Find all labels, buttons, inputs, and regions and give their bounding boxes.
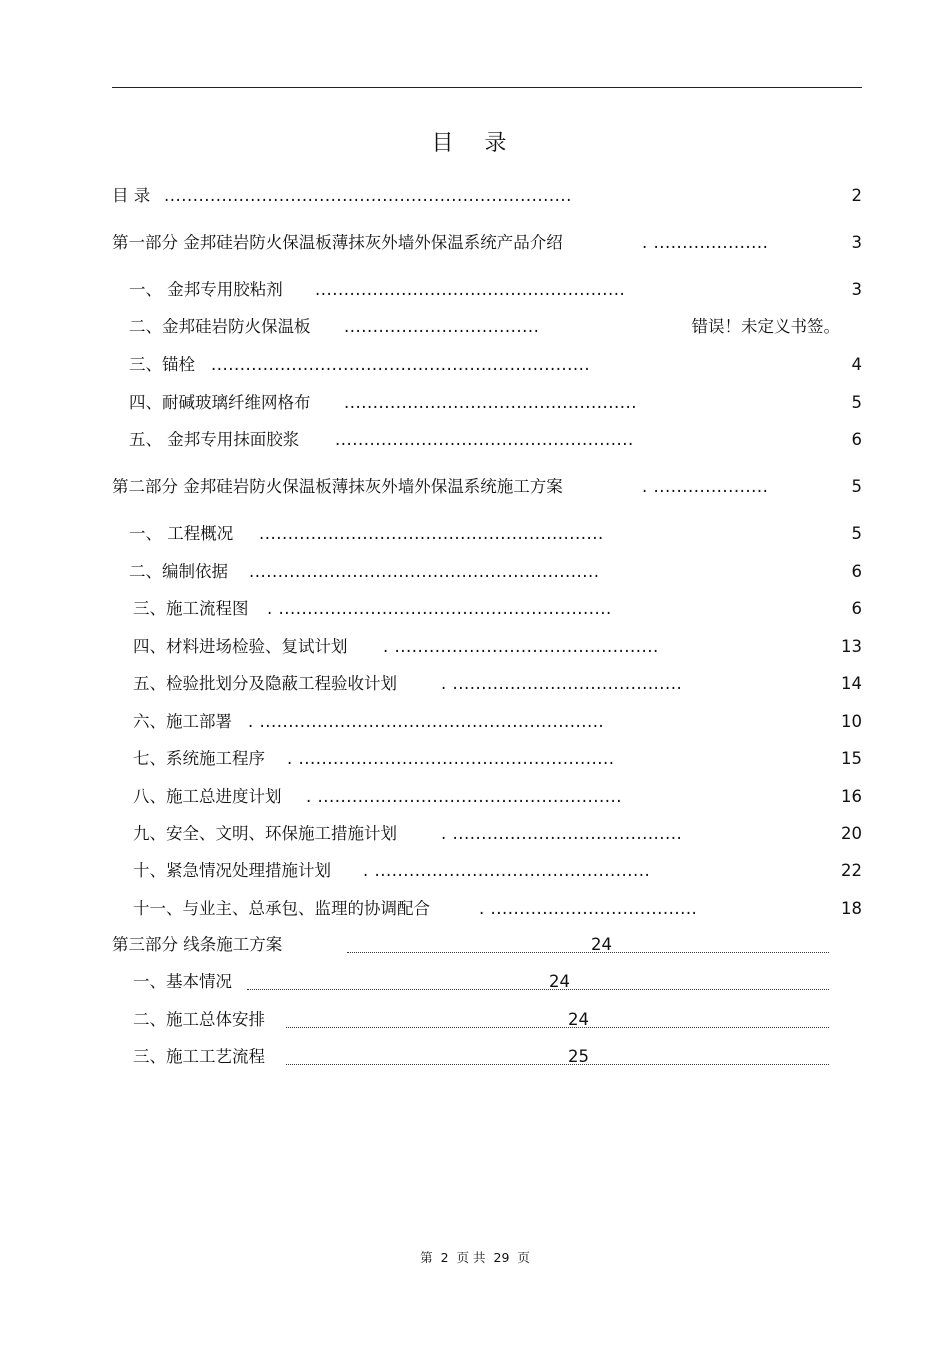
toc-entry-part1[interactable] [112, 231, 862, 255]
toc-entry-label: 四、耐碱玻璃纤维网格布 [129, 393, 311, 412]
toc-entry-2-1[interactable] [129, 522, 862, 546]
toc-entry-label: 六、施工部署 [133, 712, 232, 731]
toc-entry-2-7[interactable] [133, 747, 862, 771]
dot-leader [247, 989, 829, 990]
footer-mid: 页 共 [456, 1250, 486, 1265]
toc-entry-2-8[interactable] [133, 785, 862, 809]
toc-page-number: 6 [851, 430, 862, 449]
dot-leader: . ........................................ [441, 824, 683, 843]
toc-entry-2-3[interactable] [133, 597, 862, 621]
toc-entry-label: 一、 金邦专用胶粘剂 [129, 280, 283, 299]
toc-page-number: 10 [841, 712, 862, 731]
toc-page-number: 20 [841, 824, 862, 843]
toc-entry-label: 三、锚栓 [129, 355, 195, 374]
toc-entry-label: 一、基本情况 [133, 972, 232, 991]
footer-total: 29 [493, 1250, 510, 1265]
dot-leader [286, 1027, 829, 1028]
toc-entry-part2[interactable] [112, 475, 862, 499]
toc-entry-1-2[interactable] [129, 315, 840, 339]
toc-entry-2-10[interactable] [133, 859, 862, 883]
dot-leader: ............................................................. [249, 562, 600, 581]
toc-page-number: 25 [568, 1047, 589, 1066]
toc-page-number: 18 [841, 899, 862, 918]
dot-leader: ...................................................... [315, 280, 626, 299]
dot-leader: . ........................................ [441, 674, 683, 693]
toc-entry-label: 七、系统施工程序 [133, 749, 265, 768]
toc-entry-label: 八、施工总进度计划 [133, 787, 282, 806]
toc-entry-contents[interactable] [112, 184, 862, 208]
dot-leader: . ..................................................... [306, 787, 622, 806]
toc-entry-label: 目 录 [112, 186, 151, 205]
toc-entry-label: 二、金邦硅岩防火保温板 [129, 317, 311, 336]
toc-page-number: 24 [568, 1010, 589, 1029]
toc-entry-2-4[interactable] [133, 635, 862, 659]
toc-page-number: 24 [591, 935, 612, 954]
header-rule [112, 87, 862, 88]
toc-entry-3-1[interactable] [133, 970, 832, 994]
toc-page-number: 错误！未定义书签。 [691, 317, 840, 336]
dot-leader [347, 952, 829, 953]
footer-page: 2 [440, 1250, 449, 1265]
toc-entry-1-1[interactable] [129, 278, 862, 302]
toc-page-number: 14 [841, 674, 862, 693]
toc-entry-1-3[interactable] [129, 353, 862, 377]
toc-entry-2-5[interactable] [133, 672, 862, 696]
toc-entry-label: 第一部分 金邦硅岩防火保温板薄抹灰外墙外保温系统产品介绍 [112, 233, 563, 252]
toc-entry-2-2[interactable] [129, 560, 862, 584]
toc-entry-label: 第三部分 线条施工方案 [112, 935, 283, 954]
toc-page-number: 4 [851, 355, 862, 374]
toc-entry-2-6[interactable] [133, 710, 862, 734]
dot-leader: . .......................................................... [267, 599, 612, 618]
toc-entry-2-9[interactable] [133, 822, 862, 846]
toc-entry-label: 三、施工流程图 [133, 599, 249, 618]
dot-leader: . .................... [642, 233, 769, 252]
toc-page-number: 6 [851, 562, 862, 581]
toc-entry-part3[interactable] [112, 933, 832, 957]
toc-entry-3-2[interactable] [133, 1008, 832, 1032]
dot-leader: . .............................................. [383, 637, 659, 656]
toc-entry-2-11[interactable] [133, 897, 862, 921]
toc-page-number: 5 [851, 393, 862, 412]
toc-entry-label: 第二部分 金邦硅岩防火保温板薄抹灰外墙外保温系统施工方案 [112, 477, 563, 496]
dot-leader: ....................................................................... [164, 186, 572, 205]
toc-page-number: 6 [851, 599, 862, 618]
toc-entry-1-4[interactable] [129, 391, 862, 415]
toc-page-number: 5 [851, 477, 862, 496]
toc-entry-label: 十、紧急情况处理措施计划 [133, 861, 331, 880]
toc-page-number: 5 [851, 524, 862, 543]
toc-entry-label: 三、施工工艺流程 [133, 1047, 265, 1066]
toc-entry-label: 九、安全、文明、环保施工措施计划 [133, 824, 397, 843]
dot-leader: . ................................................ [363, 861, 651, 880]
page-title: 目 录 [431, 131, 519, 156]
toc-entry-1-5[interactable] [129, 428, 862, 452]
dot-leader: . .................... [642, 477, 769, 496]
toc-entry-label: 十一、与业主、总承包、监理的协调配合 [133, 899, 430, 918]
toc-page-number: 22 [841, 861, 862, 880]
page-footer [0, 1248, 950, 1266]
toc-page-number: 24 [549, 972, 570, 991]
dot-leader: . ....................................................... [287, 749, 615, 768]
toc-entry-label: 二、施工总体安排 [133, 1010, 265, 1029]
dot-leader: ............................................................ [259, 524, 604, 543]
dot-leader: . ............................................................ [248, 712, 605, 731]
dot-leader: .................................................... [335, 430, 634, 449]
toc-page-number: 2 [851, 186, 862, 205]
dot-leader: .................................. [344, 317, 540, 336]
footer-suffix: 页 [517, 1250, 530, 1265]
dot-leader: ................................................... [344, 393, 637, 412]
toc-entry-3-3[interactable] [133, 1045, 832, 1069]
toc-entry-label: 一、 工程概况 [129, 524, 234, 543]
toc-entry-label: 五、 金邦专用抹面胶浆 [129, 430, 300, 449]
toc-page-number: 3 [851, 280, 862, 299]
footer-prefix: 第 [420, 1250, 433, 1265]
dot-leader: . .................................... [479, 899, 698, 918]
toc-entry-label: 五、检验批划分及隐蔽工程验收计划 [133, 674, 397, 693]
toc-page-number: 3 [851, 233, 862, 252]
dot-leader: .................................................................. [211, 355, 591, 374]
dot-leader [286, 1064, 829, 1065]
toc-page-number: 13 [841, 637, 862, 656]
toc-entry-label: 四、材料进场检验、复试计划 [133, 637, 348, 656]
toc-page-number: 16 [841, 787, 862, 806]
toc-page-number: 15 [841, 749, 862, 768]
toc-entry-label: 二、编制依据 [129, 562, 228, 581]
